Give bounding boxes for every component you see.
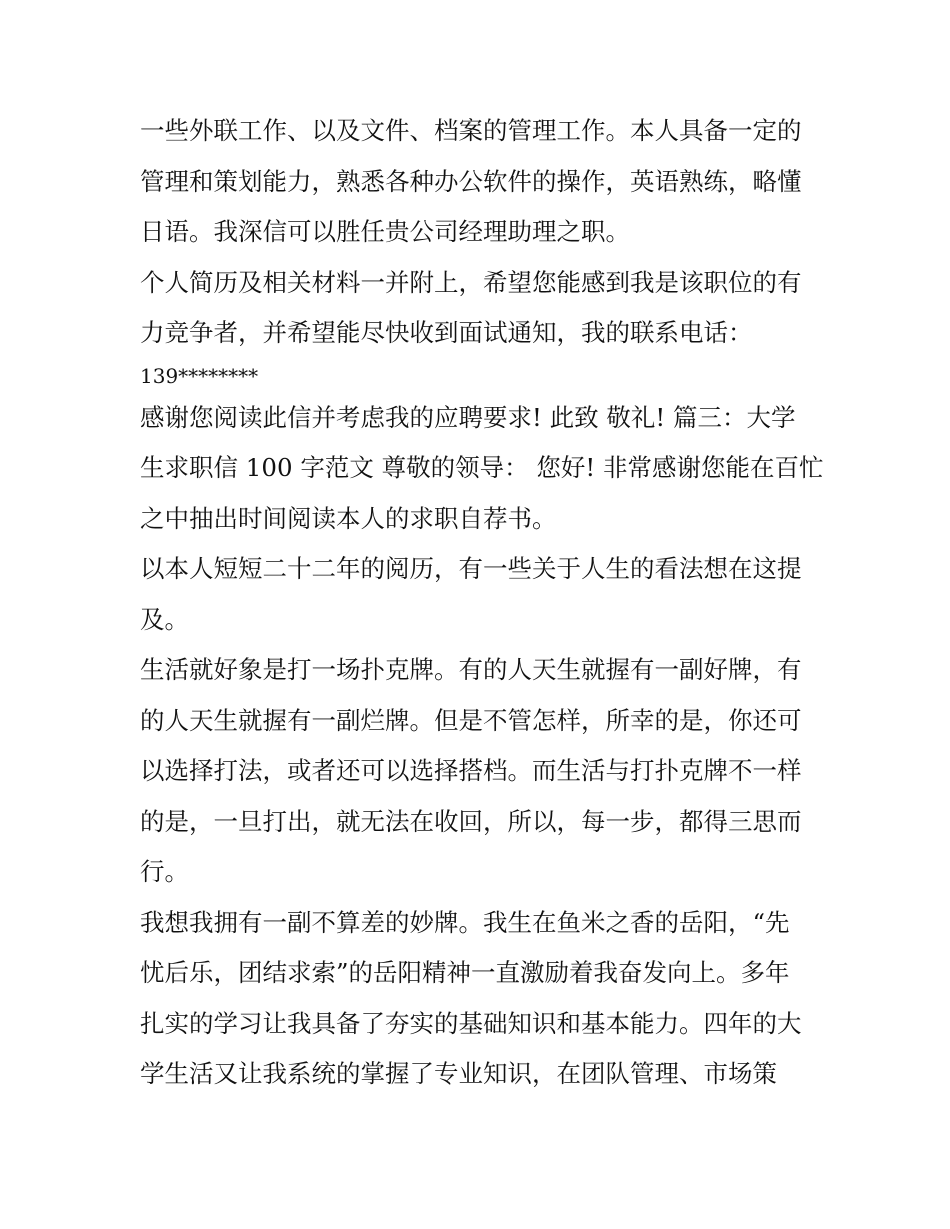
text-line: 之中抽出时间阅读本人的求职自荐书。 [140, 503, 557, 533]
text-line: 管理和策划能力，熟悉各种办公软件的操作，英语熟练，略懂 [140, 166, 802, 196]
text-line: 生活就好象是打一场扑克牌。有的人天生就握有一副好牌，有 [140, 655, 802, 684]
text-line: 感谢您阅读此信并考虑我的应聘要求! 此致 敬礼! 篇三：大学 [140, 402, 796, 432]
text-line: 力竞争者，并希望能尽快收到面试通知，我的联系电话： [140, 318, 753, 347]
text-line: 生求职信 100 字范文 尊敬的领导： 您好! 非常感谢您能在百忙 [140, 453, 824, 482]
text-line: 学生活又让我系统的掌握了专业知识，在团队管理、市场策 [140, 1059, 777, 1088]
phone-number-line: 139******** [140, 363, 259, 388]
document-body [140, 106, 824, 1100]
text-line: 及。 [140, 604, 189, 634]
text-line: 忧后乐，团结求索”的岳阳精神一直激励着我奋发向上。多年 [140, 958, 790, 987]
text-line: 的人天生就握有一副烂牌。但是不管怎样，所幸的是，你还可 [140, 705, 802, 735]
text-line: 日语。我深信可以胜任贵公司经理助理之职。 [140, 217, 630, 246]
text-line: 的是，一旦打出，就无法在收回，所以，每一步，都得三思而 [140, 806, 802, 836]
text-line: 以本人短短二十二年的阅历，有一些关于人生的看法想在这提 [140, 554, 802, 583]
text-line: 一些外联工作、以及文件、档案的管理工作。本人具备一定的 [140, 116, 802, 145]
text-line: 扎实的学习让我具备了夯实的基础知识和基本能力。四年的大 [140, 1008, 802, 1038]
text-line: 以选择打法，或者还可以选择搭档。而生活与打扑克牌不一样 [140, 756, 802, 785]
text-line: 我想我拥有一副不算差的妙牌。我生在鱼米之香的岳阳，“先 [140, 907, 790, 937]
text-line: 个人简历及相关材料一并附上，希望您能感到我是该职位的有 [140, 267, 802, 297]
text-line: 行。 [140, 857, 189, 886]
